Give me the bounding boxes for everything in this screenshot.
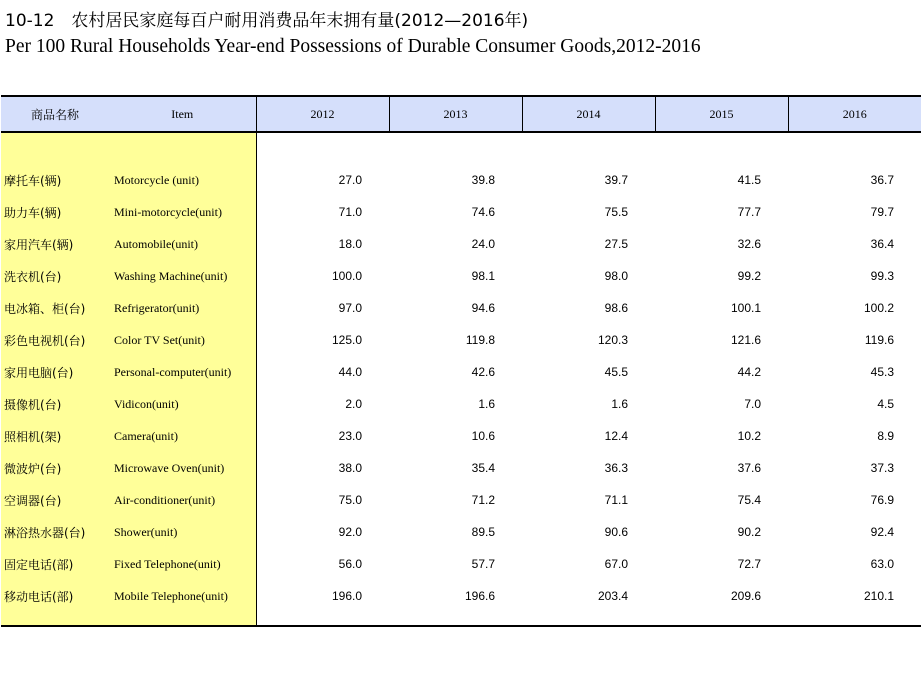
item-name-cn: 照相机(架) bbox=[1, 420, 109, 452]
item-name-cn: 固定电话(部) bbox=[1, 548, 109, 580]
value-2014: 98.0 bbox=[604, 269, 628, 283]
item-name-en: Refrigerator(unit) bbox=[109, 292, 256, 324]
value-2015: 121.6 bbox=[730, 333, 761, 347]
value-2013: 119.8 bbox=[465, 333, 495, 347]
value-2014: 75.5 bbox=[604, 205, 628, 219]
value-2016: 79.7 bbox=[870, 205, 894, 219]
value-2012: 125.0 bbox=[331, 333, 362, 347]
item-name-cn: 摄像机(台) bbox=[1, 388, 109, 420]
value-2016: 37.3 bbox=[870, 461, 894, 475]
value-2016: 36.4 bbox=[870, 237, 894, 251]
value-2016: 119.6 bbox=[864, 333, 894, 347]
value-2012: 27.0 bbox=[338, 173, 362, 187]
value-2016: 100.2 bbox=[863, 301, 894, 315]
value-2015: 209.6 bbox=[730, 589, 761, 603]
value-2015: 44.2 bbox=[737, 365, 761, 379]
value-2013: 98.1 bbox=[471, 269, 495, 283]
table-row bbox=[1, 324, 921, 356]
item-name-en: Automobile(unit) bbox=[109, 228, 256, 260]
item-name-en: Mobile Telephone(unit) bbox=[109, 580, 256, 612]
item-name-cn: 移动电话(部) bbox=[1, 580, 109, 612]
value-2015: 77.7 bbox=[737, 205, 761, 219]
item-name-cn: 彩色电视机(台) bbox=[1, 324, 109, 356]
value-2015: 75.4 bbox=[737, 493, 761, 507]
value-2014: 67.0 bbox=[604, 557, 628, 571]
value-2012: 18.0 bbox=[338, 237, 362, 251]
table-title-chinese: 10-12 农村居民家庭每百户耐用消费品年末拥有量(2012—2016年) bbox=[5, 11, 529, 31]
value-2016: 8.9 bbox=[877, 429, 894, 443]
item-name-en: Air-conditioner(unit) bbox=[109, 484, 256, 516]
value-2012: 196.0 bbox=[331, 589, 362, 603]
value-2015: 32.6 bbox=[737, 237, 761, 251]
value-2013: 57.7 bbox=[471, 557, 495, 571]
value-2014: 36.3 bbox=[604, 461, 628, 475]
value-2012: 23.0 bbox=[338, 429, 362, 443]
table-row bbox=[1, 196, 921, 228]
table-row bbox=[1, 292, 921, 324]
table-row bbox=[1, 548, 921, 580]
table-row bbox=[1, 388, 921, 420]
value-2014: 39.7 bbox=[604, 173, 628, 187]
item-name-cn: 洗衣机(台) bbox=[1, 260, 109, 292]
data-table-container bbox=[1, 95, 921, 643]
value-2016: 4.5 bbox=[877, 397, 894, 411]
table-row bbox=[1, 260, 921, 292]
table-row bbox=[1, 164, 921, 196]
header-year-2016: 2016 bbox=[788, 96, 921, 132]
value-2012: 92.0 bbox=[338, 525, 362, 539]
table-row bbox=[1, 356, 921, 388]
value-2016: 99.3 bbox=[870, 269, 894, 283]
header-row bbox=[1, 96, 921, 132]
value-2012: 97.0 bbox=[338, 301, 362, 315]
value-2016: 76.9 bbox=[870, 493, 894, 507]
value-2015: 37.6 bbox=[737, 461, 761, 475]
item-name-cn: 助力车(辆) bbox=[1, 196, 109, 228]
table-row bbox=[1, 452, 921, 484]
value-2014: 120.3 bbox=[597, 333, 628, 347]
value-2015: 10.2 bbox=[737, 429, 761, 443]
value-2013: 39.8 bbox=[471, 173, 495, 187]
header-year-2012: 2012 bbox=[256, 96, 389, 132]
value-2013: 71.2 bbox=[471, 493, 495, 507]
value-2016: 210.1 bbox=[863, 589, 894, 603]
value-2013: 94.6 bbox=[471, 301, 495, 315]
table-title-english: Per 100 Rural Households Year-end Possessions of Durable Consumer Goods,2012-2016 bbox=[5, 36, 701, 57]
value-2015: 100.1 bbox=[730, 301, 761, 315]
item-name-cn: 家用汽车(辆) bbox=[1, 228, 109, 260]
value-2012: 56.0 bbox=[338, 557, 362, 571]
value-2012: 38.0 bbox=[338, 461, 362, 475]
item-name-cn: 微波炉(台) bbox=[1, 452, 109, 484]
value-2015: 99.2 bbox=[737, 269, 761, 283]
item-name-en: Shower(unit) bbox=[109, 516, 256, 548]
item-name-en: Color TV Set(unit) bbox=[109, 324, 256, 356]
table-body bbox=[1, 132, 921, 626]
spacer-row bbox=[1, 132, 921, 164]
item-name-en: Personal-computer(unit) bbox=[109, 356, 256, 388]
value-2015: 72.7 bbox=[737, 557, 761, 571]
value-2014: 27.5 bbox=[604, 237, 628, 251]
table-row bbox=[1, 516, 921, 548]
value-2013: 89.5 bbox=[471, 525, 495, 539]
value-2016: 36.7 bbox=[870, 173, 894, 187]
value-2014: 45.5 bbox=[604, 365, 628, 379]
value-2012: 75.0 bbox=[338, 493, 362, 507]
value-2012: 71.0 bbox=[338, 205, 362, 219]
item-name-cn: 家用电脑(台) bbox=[1, 356, 109, 388]
table-row bbox=[1, 580, 921, 612]
header-year-2015: 2015 bbox=[655, 96, 788, 132]
item-name-en: Motorcycle (unit) bbox=[109, 164, 256, 196]
value-2012: 2.0 bbox=[345, 397, 362, 411]
header-item: Item bbox=[109, 96, 256, 132]
value-2016: 92.4 bbox=[870, 525, 894, 539]
value-2014: 203.4 bbox=[597, 589, 628, 603]
value-2015: 7.0 bbox=[744, 397, 761, 411]
value-2013: 196.6 bbox=[464, 589, 495, 603]
table-row bbox=[1, 420, 921, 452]
value-2013: 1.6 bbox=[478, 397, 495, 411]
item-name-en: Mini-motorcycle(unit) bbox=[109, 196, 256, 228]
item-name-en: Fixed Telephone(unit) bbox=[109, 548, 256, 580]
table-row bbox=[1, 484, 921, 516]
value-2012: 44.0 bbox=[338, 365, 362, 379]
value-2014: 71.1 bbox=[604, 493, 628, 507]
item-name-en: Microwave Oven(unit) bbox=[109, 452, 256, 484]
table-row bbox=[1, 228, 921, 260]
value-2014: 12.4 bbox=[604, 429, 628, 443]
value-2013: 42.6 bbox=[471, 365, 495, 379]
value-2016: 63.0 bbox=[870, 557, 894, 571]
value-2013: 74.6 bbox=[471, 205, 495, 219]
header-year-2014: 2014 bbox=[522, 96, 655, 132]
value-2012: 100.0 bbox=[331, 269, 362, 283]
item-name-en: Washing Machine(unit) bbox=[109, 260, 256, 292]
value-2013: 10.6 bbox=[471, 429, 495, 443]
item-name-cn: 电冰箱、柜(台) bbox=[1, 292, 109, 324]
item-name-cn: 空调器(台) bbox=[1, 484, 109, 516]
item-name-cn: 摩托车(辆) bbox=[1, 164, 109, 196]
value-2014: 98.6 bbox=[604, 301, 628, 315]
value-2013: 35.4 bbox=[471, 461, 495, 475]
value-2015: 41.5 bbox=[737, 173, 761, 187]
value-2014: 1.6 bbox=[611, 397, 628, 411]
value-2015: 90.2 bbox=[737, 525, 761, 539]
item-name-en: Vidicon(unit) bbox=[109, 388, 256, 420]
header-year-2013: 2013 bbox=[389, 96, 522, 132]
table-bottom-row bbox=[1, 612, 921, 626]
value-2014: 90.6 bbox=[604, 525, 628, 539]
value-2016: 45.3 bbox=[870, 365, 894, 379]
possessions-table bbox=[1, 95, 921, 627]
value-2013: 24.0 bbox=[471, 237, 495, 251]
item-name-cn: 淋浴热水器(台) bbox=[1, 516, 109, 548]
header-name-cn: 商品名称 bbox=[1, 96, 109, 132]
item-name-en: Camera(unit) bbox=[109, 420, 256, 452]
